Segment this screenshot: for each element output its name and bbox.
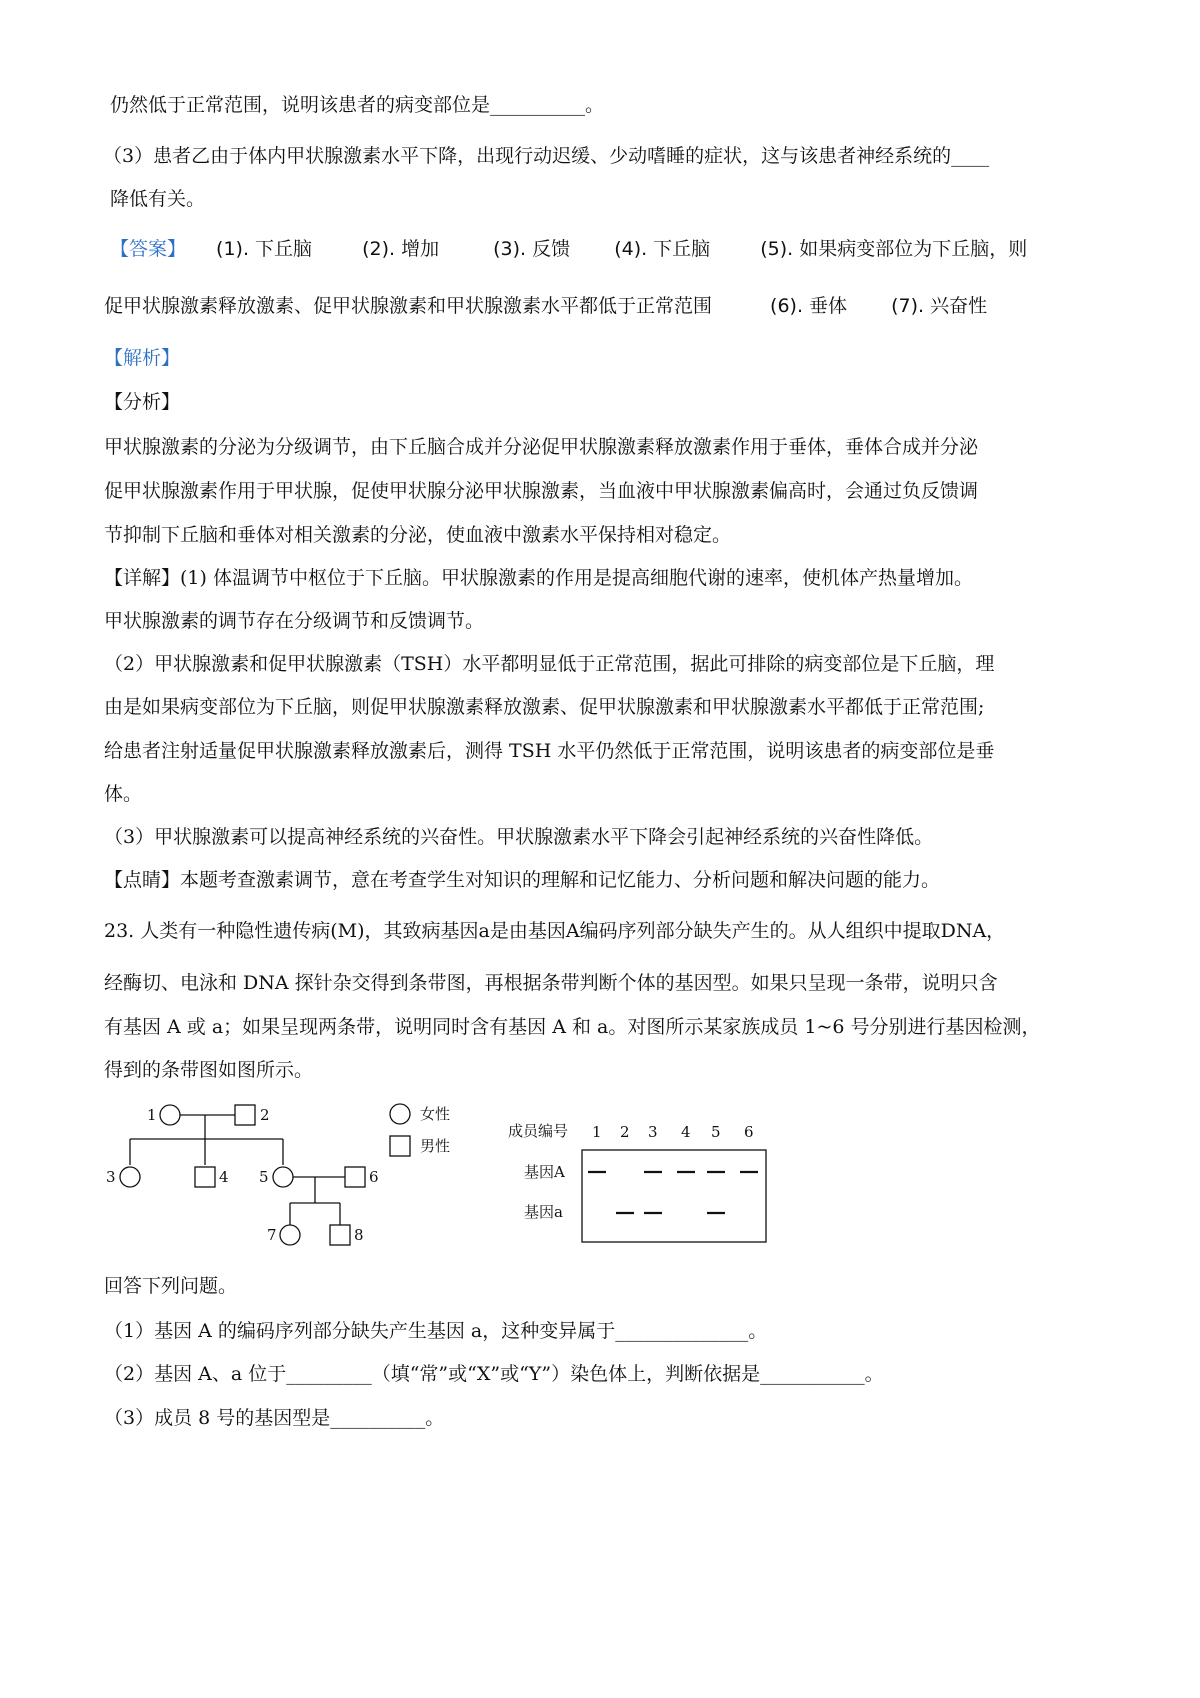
gel-member-number: 4 bbox=[681, 1123, 691, 1141]
answer-6: (6). 垂体 bbox=[770, 295, 848, 317]
legend-female-label: 女性 bbox=[420, 1105, 451, 1123]
gel-row-a-label: 基因a bbox=[524, 1203, 563, 1221]
answer-prompt: 回答下列问题。 bbox=[104, 1275, 238, 1297]
member-2-male bbox=[235, 1105, 255, 1125]
member-3-female bbox=[120, 1167, 140, 1187]
detail-text: 甲状腺激素的调节存在分级调节和反馈调节。 bbox=[104, 610, 485, 632]
answer-row-2 bbox=[104, 291, 987, 318]
answer-1: (1). 下丘脑 bbox=[216, 238, 313, 260]
analysis-text: 甲状腺激素的分泌为分级调节，由下丘脑合成并分泌促甲状腺激素释放激素作用于垂体，垂体合成并分泌 bbox=[104, 436, 979, 458]
legend-male-label: 男性 bbox=[420, 1137, 451, 1155]
question-23-stem: 得到的条带图如图所示。 bbox=[104, 1059, 314, 1081]
pedigree-label-3: 3 bbox=[106, 1168, 116, 1186]
answer-4: (4). 下丘脑 bbox=[614, 238, 711, 260]
pedigree-label-2: 2 bbox=[260, 1106, 270, 1124]
question-23-stem: 经酶切、电泳和 DNA 探针杂交得到条带图，再根据条带判断个体的基因型。如果只呈现一条带，说明只含 bbox=[104, 972, 998, 994]
gel-member-number: 2 bbox=[620, 1123, 630, 1141]
answer-5-cont: 促甲状腺激素释放激素、促甲状腺激素和甲状腺激素水平都低于正常范围 bbox=[104, 295, 713, 317]
text-line: 仍然低于正常范围，说明该患者的病变部位是__________。 bbox=[110, 94, 605, 116]
pedigree-label-1: 1 bbox=[147, 1106, 157, 1124]
gel-header: 成员编号 bbox=[508, 1122, 569, 1140]
gel-box bbox=[582, 1150, 766, 1242]
answer-label: 【答案】 bbox=[110, 238, 187, 260]
member-4-male bbox=[195, 1167, 215, 1187]
legend-male-icon bbox=[390, 1136, 410, 1156]
jiexi-label: 【解析】 bbox=[104, 347, 181, 369]
answer-row bbox=[110, 234, 1027, 261]
detail-text: 体。 bbox=[104, 783, 143, 805]
member-8-male bbox=[330, 1225, 350, 1245]
answer-2: (2). 增加 bbox=[362, 238, 440, 260]
gel-member-number: 5 bbox=[711, 1123, 721, 1141]
member-7-female bbox=[280, 1225, 300, 1245]
text-line: 降低有关。 bbox=[110, 188, 206, 210]
fenxi-label: 【分析】 bbox=[104, 391, 181, 413]
answer-7: (7). 兴奋性 bbox=[891, 295, 988, 317]
gel-member-number: 6 bbox=[744, 1123, 754, 1141]
member-1-female bbox=[160, 1105, 180, 1125]
pedigree-label-7: 7 bbox=[267, 1226, 277, 1244]
pedigree-figure bbox=[0, 1095, 1200, 1265]
legend-female-icon bbox=[390, 1104, 410, 1124]
pedigree-label-5: 5 bbox=[259, 1168, 269, 1186]
answer-3: (3). 反馈 bbox=[493, 238, 571, 260]
pedigree-label-4: 4 bbox=[219, 1168, 229, 1186]
gel-row-A-label: 基因A bbox=[524, 1163, 565, 1181]
detail-text: （2）甲状腺激素和促甲状腺激素（TSH）水平都明显低于正常范围，据此可排除的病变部位是下丘脑，理 bbox=[104, 653, 995, 675]
member-6-male bbox=[345, 1167, 365, 1187]
analysis-text: 促甲状腺激素作用于甲状腺，促使甲状腺分泌甲状腺激素，当血液中甲状腺激素偏高时，会通过负反馈调 bbox=[104, 480, 979, 502]
gel-member-number: 1 bbox=[592, 1123, 602, 1141]
member-5-female bbox=[273, 1167, 293, 1187]
detail-text: 给患者注射适量促甲状腺激素释放激素后，测得 TSH 水平仍然低于正常范围，说明该患者的病变部位是垂 bbox=[104, 740, 995, 762]
detail-text: 【详解】(1) 体温调节中枢位于下丘脑。甲状腺激素的作用是提高细胞代谢的速率，使机体产热量增加。 bbox=[104, 567, 973, 589]
pedigree-label-8: 8 bbox=[354, 1226, 364, 1244]
answer-5: (5). 如果病变部位为下丘脑，则 bbox=[760, 238, 1028, 260]
dianjing-text: 【点睛】本题考查激素调节，意在考查学生对知识的理解和记忆能力、分析问题和解决问题的能力。 bbox=[104, 869, 941, 891]
pedigree-label-6: 6 bbox=[369, 1168, 379, 1186]
question-23-stem: 有基因 A 或 a；如果呈现两条带，说明同时含有基因 A 和 a。对图所示某家族成员 1~6 号分别进行基因检测， bbox=[104, 1016, 1041, 1038]
detail-text: （3）甲状腺激素可以提高神经系统的兴奋性。甲状腺激素水平下降会引起神经系统的兴奋性降低。 bbox=[104, 826, 934, 848]
sub-question-3: （3）成员 8 号的基因型是__________。 bbox=[104, 1407, 445, 1429]
gel-member-number: 3 bbox=[648, 1123, 658, 1141]
detail-text: 由是如果病变部位为下丘脑，则促甲状腺激素释放激素、促甲状腺激素和甲状腺激素水平都低于正常范围; bbox=[104, 696, 985, 718]
analysis-text: 节抑制下丘脑和垂体对相关激素的分泌，使血液中激素水平保持相对稳定。 bbox=[104, 524, 732, 546]
sub-question-1: （1）基因 A 的编码序列部分缺失产生基因 a，这种变异属于______________。 bbox=[104, 1320, 768, 1342]
question-3-prev: （3）患者乙由于体内甲状腺激素水平下降，出现行动迟缓、少动嗜睡的症状，这与该患者神经系统的____ bbox=[103, 145, 990, 167]
question-23-stem: 23. 人类有一种隐性遗传病(M)，其致病基因a是由基因A编码序列部分缺失产生的。从人组织中提取DNA， bbox=[104, 920, 1006, 942]
sub-question-2: （2）基因 A、a 位于_________（填“常”或“X”或“Y”）染色体上，判断依据是___________。 bbox=[104, 1363, 884, 1385]
